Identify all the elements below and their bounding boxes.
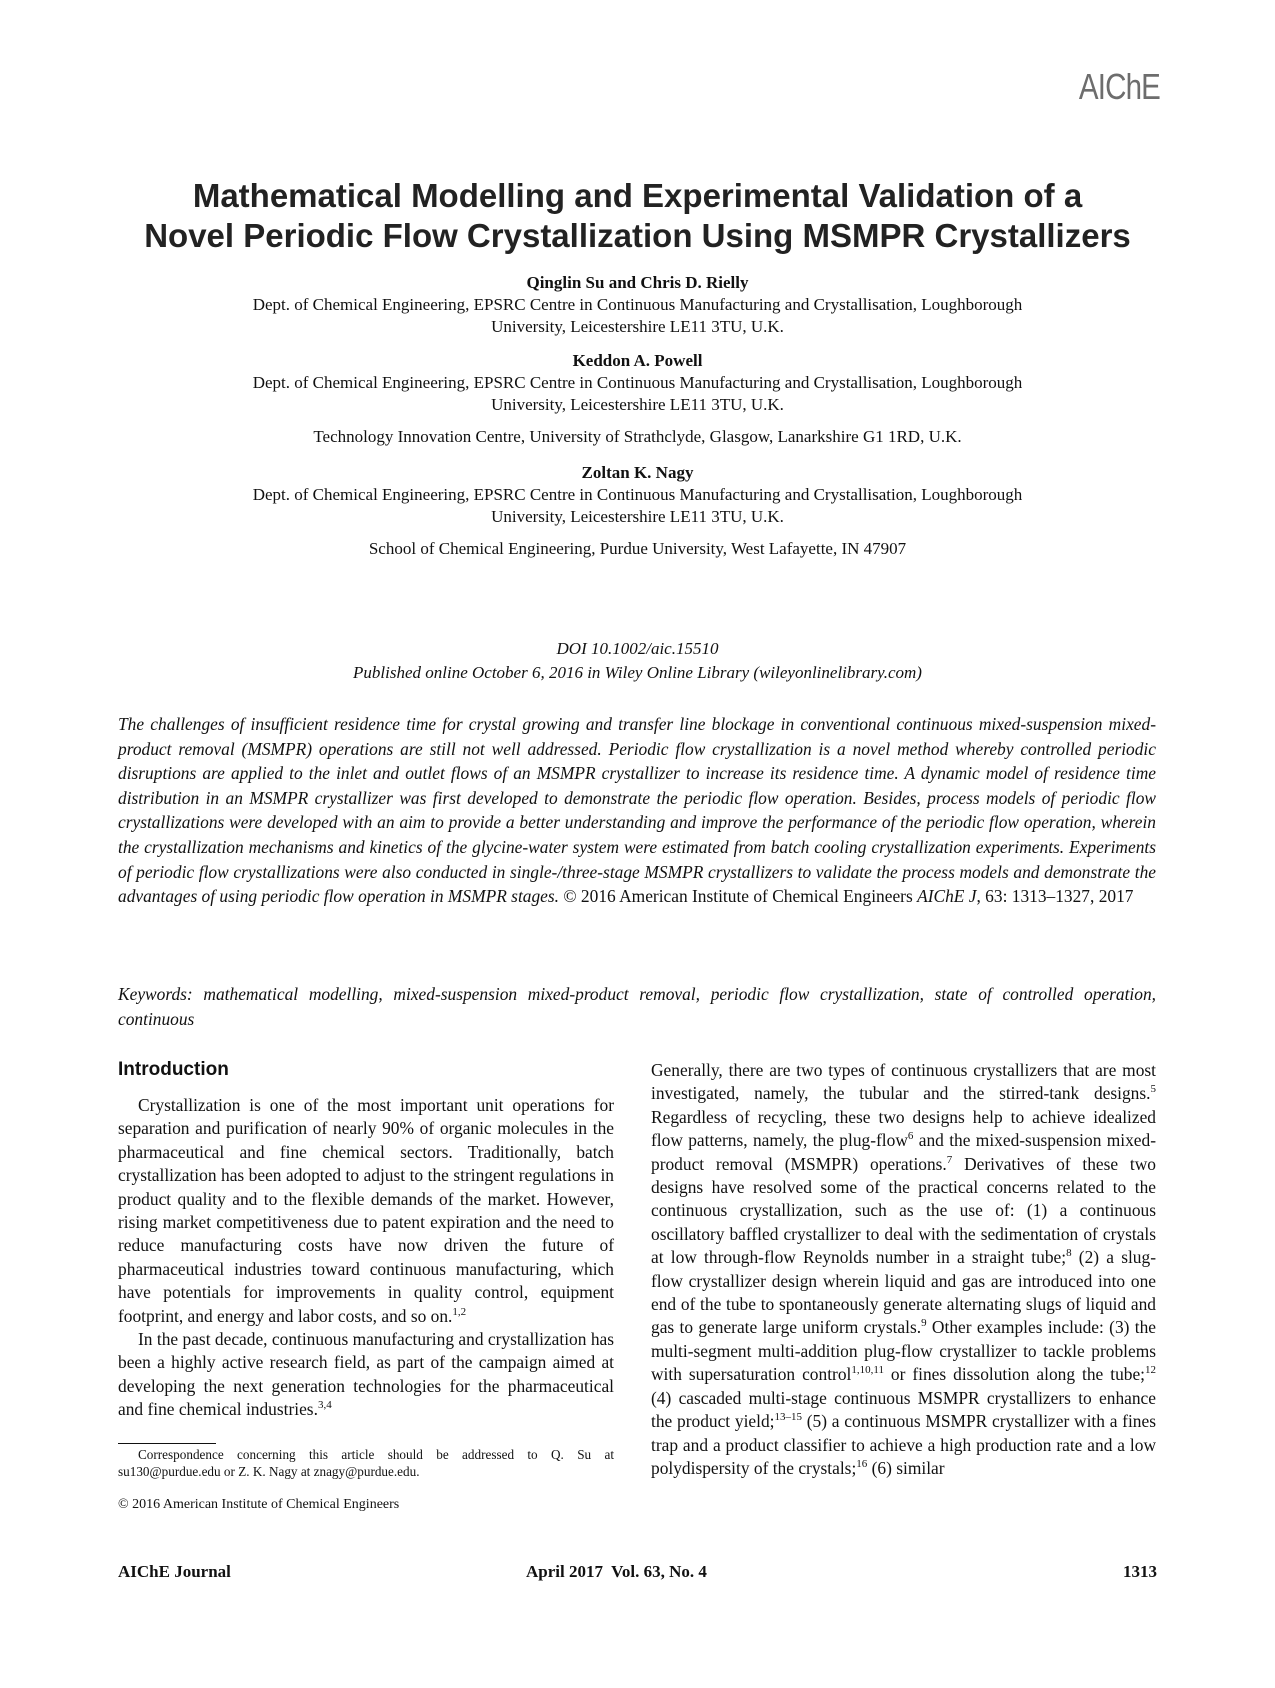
title-line-2: Novel Periodic Flow Crystallization Using MSMPR Crystallizers — [144, 217, 1131, 254]
citation-ref: 12 — [1145, 1364, 1157, 1377]
abstract — [118, 712, 1156, 909]
footnote-divider — [118, 1443, 216, 1444]
affiliation-line: University, Leicestershire LE11 3TU, U.K. — [491, 317, 784, 336]
keywords: Keywords: mathematical modelling, mixed-suspension mixed-product removal, periodic flow crystallization, state of controlled operation, continuous — [118, 984, 1156, 1029]
article-title — [100, 176, 1175, 256]
citation-ref: 13–15 — [774, 1411, 802, 1424]
author-names: Keddon A. Powell — [572, 351, 703, 370]
affiliation-extra: School of Chemical Engineering, Purdue University, West Lafayette, IN 47907 — [368, 539, 907, 558]
published-online: Published online October 6, 2016 in Wiley Online Library (wileyonlinelibrary.com) — [353, 663, 922, 682]
copyright-notice: © 2016 American Institute of Chemical Engineers — [118, 1497, 400, 1512]
author-names: Qinglin Su and Chris D. Rielly — [526, 273, 749, 292]
body-column-left — [118, 1094, 614, 1422]
abstract-journal: AIChE J — [917, 886, 977, 907]
abstract-copyright: © 2016 American Institute of Chemical Engineers — [563, 886, 913, 907]
citation-ref: 1,2 — [452, 1305, 467, 1318]
affiliation-line: University, Leicestershire LE11 3TU, U.K. — [491, 507, 784, 526]
citation-ref: 8 — [1066, 1247, 1072, 1260]
footer-journal-name: AIChE Journal — [118, 1562, 231, 1581]
author-names: Zoltan K. Nagy — [581, 463, 694, 482]
citation-ref: 9 — [921, 1317, 927, 1330]
paragraph: In the past decade, continuous manufacturing and crystallization has been a highly active research field, as part of the campaign aimed at developing the next generation technologies for the pharmaceutical and fine chemical industries.$^{3,4}$ — [118, 1329, 614, 1420]
citation-ref: 3,4 — [317, 1399, 332, 1412]
footer-issue: April 2017 Vol. 63, No. 4 — [526, 1562, 707, 1581]
citation-ref: 7 — [946, 1153, 953, 1166]
citation-ref: 16 — [856, 1458, 868, 1471]
author-block-2 — [100, 350, 1175, 448]
footer-page-number: 1313 — [1123, 1562, 1157, 1581]
section-heading-introduction: Introduction — [118, 1059, 229, 1080]
affiliation-line: Dept. of Chemical Engineering, EPSRC Centre in Continuous Manufacturing and Crystallisation, Loughborough — [252, 485, 1023, 504]
journal-logo: AIChE — [1078, 66, 1160, 107]
abstract-citation: , 63: 1313–1327, 2017 — [976, 886, 1134, 907]
affiliation-line: University, Leicestershire LE11 3TU, U.K. — [491, 395, 784, 414]
citation-ref: 6 — [907, 1130, 914, 1143]
affiliation-line: Dept. of Chemical Engineering, EPSRC Centre in Continuous Manufacturing and Crystallisation, Loughborough — [252, 373, 1023, 392]
title-line-1: Mathematical Modelling and Experimental Validation of a — [192, 177, 1083, 214]
paragraph: Crystallization is one of the most important unit operations for separation and purification of nearly 90% of organic molecules in the pharmaceutical and fine chemical sectors. Traditionally, batch crystallization has been adopted to adjust to the stringent regulations in product quality and to the flexible demands of the market. However, rising market competitiveness due to patent expiration and the need to reduce manufacturing costs have now driven the future of pharmaceutical industries toward continuous manufacturing, which have potentials for improvements in quality control, equipment footprint, and energy and labor costs, and so on.$^{1,2}$ — [118, 1095, 614, 1326]
doi: DOI 10.1002/aic.15510 — [556, 639, 719, 658]
author-block-3 — [100, 462, 1175, 560]
paragraph: Generally, there are two types of continuous crystallizers that are most investigated, namely, the tubular and the stirred-tank designs.$^5$ Regardless of recycling, these two designs help to achieve idealized flow patterns, namely, the plug-flow$^6$ and the mixed-suspension mixed-product removal (MSMPR) operations.$^7$ Derivatives of these two designs have resolved some of the practical concerns related to the continuous crystallization, such as the use of: (1) a continuous oscillatory baffled crystallizer to deal with the sedimentation of crystals at low through-flow Reynolds number in a straight tube;$^8$ (2) a slug-flow crystallizer design wherein liquid and gas are introduced into one end of the tube to spontaneously generate alternating slugs of liquid and gas to generate large uniform crystals.$^9$ Other examples include: (3) the multi-segment multi-addition plug-flow crystallizer to tackle problems with supersaturation control$^{1,10,11}$ or fines dissolution along the tube;$^{12}$ (4) cascaded multi-stage continuous MSMPR crystallizers to enhance the product yield;$^{13-15}$ (5) a continuous MSMPR crystallizer with a fines trap and a product classifier to achieve a high production rate and a low polydispersity of the crystals;$^{16}$ (6) similar — [651, 1060, 1157, 1478]
body-column-right — [651, 1059, 1156, 1480]
citation-ref: 1,10,11 — [851, 1364, 884, 1377]
author-block-1 — [100, 272, 1175, 338]
correspondence-footnote: Correspondence concerning this article should be addressed to Q. Su at su130@purdue.edu or Z. K. Nagy at znagy@purdue.edu. — [118, 1447, 614, 1479]
citation-ref: 5 — [1150, 1083, 1156, 1096]
affiliation-line: Dept. of Chemical Engineering, EPSRC Centre in Continuous Manufacturing and Crystallisation, Loughborough — [252, 295, 1023, 314]
doi-block — [100, 637, 1175, 685]
affiliation-extra: Technology Innovation Centre, University of Strathclyde, Glasgow, Lanarkshire G1 1RD, U.K. — [313, 427, 962, 446]
abstract-text: The challenges of insufficient residence time for crystal growing and transfer line blockage in conventional continuous mixed-suspension mixed-product removal (MSMPR) operations are still not well addressed. Periodic flow crystallization is a novel method whereby controlled periodic disruptions are applied to the inlet and outlet flows of an MSMPR crystallizer to increase its residence time. A dynamic model of residence time distribution in an MSMPR crystallizer was first developed to demonstrate the periodic flow operation. Besides, process models of periodic flow crystallizations were developed with an aim to provide a better understanding and improve the performance of the periodic flow operation, wherein the crystallization mechanisms and kinetics of the glycine-water system were estimated from batch cooling crystallization experiments. Experiments of periodic flow crystallizations were also conducted in single-/three-stage MSMPR crystallizers to validate the process models and demonstrate the advantages of using periodic flow operation in MSMPR stages. — [118, 714, 1156, 907]
